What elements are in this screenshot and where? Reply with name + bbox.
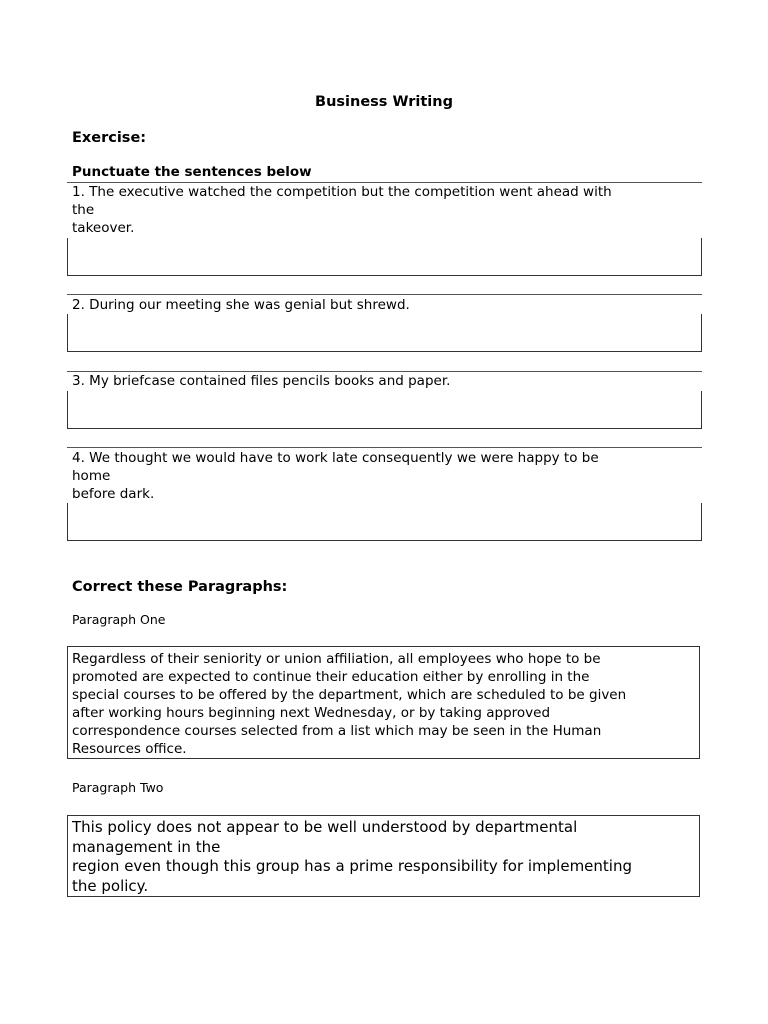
sentence-1-line-1: 1. The executive watched the competition but the competition went ahead with <box>72 184 612 200</box>
paragraph-one-line: special courses to be offered by the department, which are scheduled to be given <box>72 687 627 703</box>
sentence-4-text <box>72 449 697 503</box>
sentence-3-line-1: 3. My briefcase contained files pencils books and paper. <box>72 373 451 389</box>
paragraph-one-line: correspondence courses selected from a list which may be seen in the Human <box>72 723 602 739</box>
sentence-1-answer-box[interactable] <box>67 238 702 276</box>
sentence-2-line-1: 2. During our meeting she was genial but shrewd. <box>72 297 410 313</box>
sentence-1-line-3: takeover. <box>72 220 135 236</box>
punctuate-heading: Punctuate the sentences below <box>72 164 312 180</box>
sentence-2-rule <box>67 294 702 295</box>
sentence-4-rule <box>67 447 702 448</box>
exercise-heading: Exercise: <box>72 130 147 146</box>
paragraph-one-line: after working hours beginning next Wednesday, or by taking approved <box>72 705 551 721</box>
paragraph-two-line: the policy. <box>72 876 149 895</box>
paragraph-one-label: Paragraph One <box>72 612 166 627</box>
sentence-4-answer-box[interactable] <box>67 503 702 541</box>
sentence-4-line-3: before dark. <box>72 486 155 502</box>
sentence-4-line-2: home <box>72 468 111 484</box>
paragraph-one-box[interactable] <box>67 646 700 759</box>
document-title: Business Writing <box>315 94 453 110</box>
sentence-1-text <box>72 183 697 237</box>
sentence-3-text <box>72 372 697 390</box>
paragraph-one-line: promoted are expected to continue their education either by enrolling in the <box>72 669 590 685</box>
paragraph-two-line: This policy does not appear to be well understood by departmental <box>72 818 578 836</box>
paragraph-two-box[interactable] <box>67 815 700 897</box>
paragraph-two-line: management in the <box>72 837 221 856</box>
paragraphs-heading: Correct these Paragraphs: <box>72 579 288 595</box>
paragraph-one-line: Regardless of their seniority or union affiliation, all employees who hope to be <box>72 651 601 667</box>
sentence-1-line-2: the <box>72 202 95 218</box>
paragraph-one-line: Resources office. <box>72 741 187 757</box>
paragraph-two-line: region even though this group has a prime responsibility for implementing <box>72 857 632 875</box>
sentence-3-answer-box[interactable] <box>67 391 702 429</box>
sentence-2-answer-box[interactable] <box>67 314 702 352</box>
sentence-4-line-1: 4. We thought we would have to work late consequently we were happy to be <box>72 450 599 466</box>
sentence-2-text <box>72 296 697 314</box>
paragraph-two-label: Paragraph Two <box>72 780 164 795</box>
